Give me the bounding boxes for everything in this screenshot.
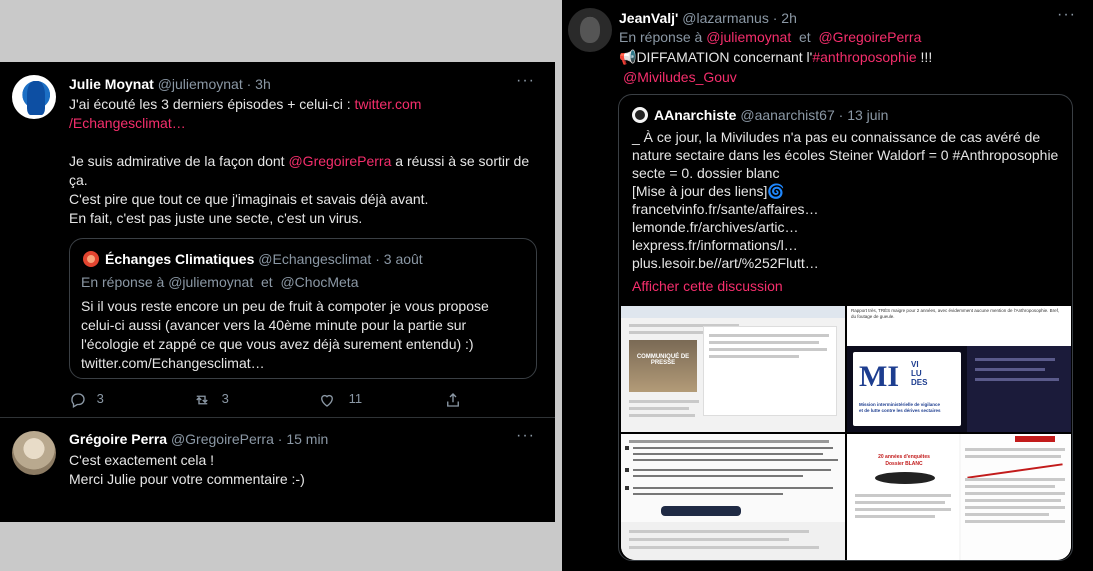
text-line: Merci Julie pour votre commentaire :-) [69, 471, 305, 487]
media-doc-title: 20 années d'enquêtes [878, 454, 930, 460]
author-name[interactable]: Julie Moynat [69, 76, 154, 92]
quoted-link: lexpress.fr/informations/l… [632, 237, 798, 253]
text-line: Je suis admirative de la façon dont [69, 153, 289, 169]
tweet-gregoire[interactable] [0, 418, 555, 522]
media-note: Rapport très, TRÈS maigre pour 2 années, avec évidemment aucune mention de l'Anthroposophie. Bref, du foutage de gueule. [851, 308, 1060, 319]
tweet-text [69, 451, 539, 489]
text-line: _ À ce jour, la Miviludes n'a pas eu connaissance de cas avéré de [632, 129, 1041, 145]
miviludes-logo: MI [859, 360, 899, 393]
megaphone-icon: 📢 [619, 49, 637, 65]
tweet-text [69, 95, 544, 228]
quoted-author-handle: @Echangesclimat [258, 251, 372, 267]
logo-caption: et de lutte contre les dérives sectaires [859, 408, 941, 413]
quoted-timestamp: · 13 juin [838, 107, 889, 123]
quoted-text [632, 128, 1067, 272]
show-thread-link[interactable] [632, 278, 783, 294]
logo-part: VI [911, 360, 919, 369]
reply-count: 3 [96, 391, 104, 407]
media-doc-title: Dossier BLANC [885, 461, 923, 467]
author-handle[interactable]: @lazarmanus [682, 10, 769, 26]
media-image-4[interactable] [847, 434, 1071, 560]
reply-and: et [261, 274, 273, 290]
share-button[interactable] [444, 391, 462, 409]
author-handle[interactable]: @juliemoynat [157, 76, 243, 92]
quoted-link: lemonde.fr/archives/artic… [632, 219, 799, 235]
tweet-actions [69, 391, 469, 411]
tweet-link[interactable]: twitter.com [354, 96, 422, 112]
media-image-3[interactable] [621, 434, 845, 560]
mention-link[interactable]: @Miviludes_Gouv [623, 69, 737, 85]
logo-part: DES [911, 378, 928, 387]
right-tweet-panel [562, 0, 1093, 571]
author-name[interactable]: Grégoire Perra [69, 431, 168, 447]
text-line: C'est pire que tout ce que j'imaginais et savais déjà avant. [69, 191, 429, 207]
text-line: nature sectaire dans les écoles Steiner Waldorf = 0 #Anthroposophie [632, 147, 1059, 163]
avatar[interactable] [12, 431, 56, 475]
timestamp[interactable]: · 15 min [277, 431, 329, 447]
more-options-icon[interactable]: ··· [516, 427, 535, 444]
reply-prefix: En réponse à [619, 29, 703, 45]
text-line: twitter.com/Echangesclimat… [81, 355, 265, 371]
reply-button[interactable] [69, 391, 104, 409]
quoted-tweet[interactable] [69, 238, 537, 379]
tweet-julie[interactable] [0, 62, 555, 417]
more-options-icon[interactable]: ··· [516, 72, 535, 89]
text-line: C'est exactement cela ! [69, 452, 215, 468]
reply-to-handle: @ChocMeta [280, 274, 359, 290]
media-image-2[interactable] [847, 306, 1071, 432]
quoted-text [81, 297, 531, 373]
media-press-title: COMMUNIQUÉ DE PRESSE [636, 354, 690, 366]
quoted-link: francetvinfo.fr/sante/affaires… [632, 201, 819, 217]
mention-link[interactable]: @GregoirePerra [288, 153, 392, 169]
quoted-link: plus.lesoir.be//art/%252Flutt… [632, 255, 819, 271]
show-thread-label: Afficher cette discussion [632, 278, 783, 294]
text-line: a réussi à se sortir de [391, 153, 530, 169]
avatar[interactable] [12, 75, 56, 119]
reply-to-handle: @juliemoynat [168, 274, 254, 290]
quoted-author-name: Échanges Climatiques [105, 251, 255, 267]
reply-to-link[interactable]: @juliemoynat [706, 29, 792, 45]
quoted-avatar [83, 251, 99, 267]
reply-and: et [799, 29, 811, 45]
quoted-author-name: AAnarchiste [654, 107, 737, 123]
media-grid [621, 306, 1071, 560]
logo-part: LU [911, 369, 922, 378]
like-button[interactable] [318, 391, 362, 409]
text-line: Si il vous reste encore un peu de fruit à compoter je vous propose [81, 298, 489, 314]
quoted-avatar [632, 107, 648, 123]
author-name[interactable]: JeanValj' [619, 10, 679, 26]
more-options-icon[interactable]: ··· [1057, 6, 1076, 23]
quoted-timestamp: · 3 août [375, 251, 423, 267]
tweet-text [619, 48, 1079, 87]
heart-icon [318, 391, 336, 409]
tweet-jeanvalj[interactable] [562, 0, 1093, 571]
timestamp[interactable]: · 2h [772, 10, 797, 26]
like-count: 11 [348, 391, 363, 407]
media-image-1[interactable] [621, 306, 845, 432]
hashtag-link[interactable]: #anthroposophie [812, 49, 917, 65]
left-thread-panel [0, 62, 555, 522]
reply-icon [69, 391, 87, 409]
reply-prefix: En réponse à [81, 274, 165, 290]
retweet-icon [192, 391, 212, 409]
retweet-count: 3 [221, 391, 229, 407]
logo-caption: Mission interministérielle de vigilance [859, 402, 941, 407]
text-line: En fait, c'est pas juste une secte, c'est un virus. [69, 210, 363, 226]
text-line: celui-ci aussi (avancer vers la 40ème minute pour la partie sur [81, 317, 467, 333]
author-handle[interactable]: @GregoirePerra [170, 431, 274, 447]
text-line: secte = 0. dossier blanc [632, 165, 780, 181]
quoted-tweet[interactable] [618, 94, 1073, 561]
avatar[interactable] [568, 8, 612, 52]
quoted-author-handle: @aanarchist67 [740, 107, 835, 123]
timestamp[interactable]: · 3h [246, 76, 271, 92]
text-line: ça. [69, 172, 88, 188]
share-icon [444, 391, 462, 409]
text-line: DIFFAMATION concernant l' [636, 49, 813, 65]
retweet-button[interactable] [192, 391, 229, 409]
media-overlay [621, 434, 845, 560]
tweet-link[interactable]: /Echangesclimat… [69, 115, 186, 131]
text-line: !!! [916, 49, 933, 65]
reply-to-link[interactable]: @GregoirePerra [818, 29, 922, 45]
text-line: l'écologie et zappé ce que vous avez déjà surement entendu) :) [81, 336, 474, 352]
text-line: J'ai écouté les 3 derniers épisodes + celui-ci : [69, 96, 355, 112]
text-line: [Mise à jour des liens]🌀 [632, 183, 785, 199]
